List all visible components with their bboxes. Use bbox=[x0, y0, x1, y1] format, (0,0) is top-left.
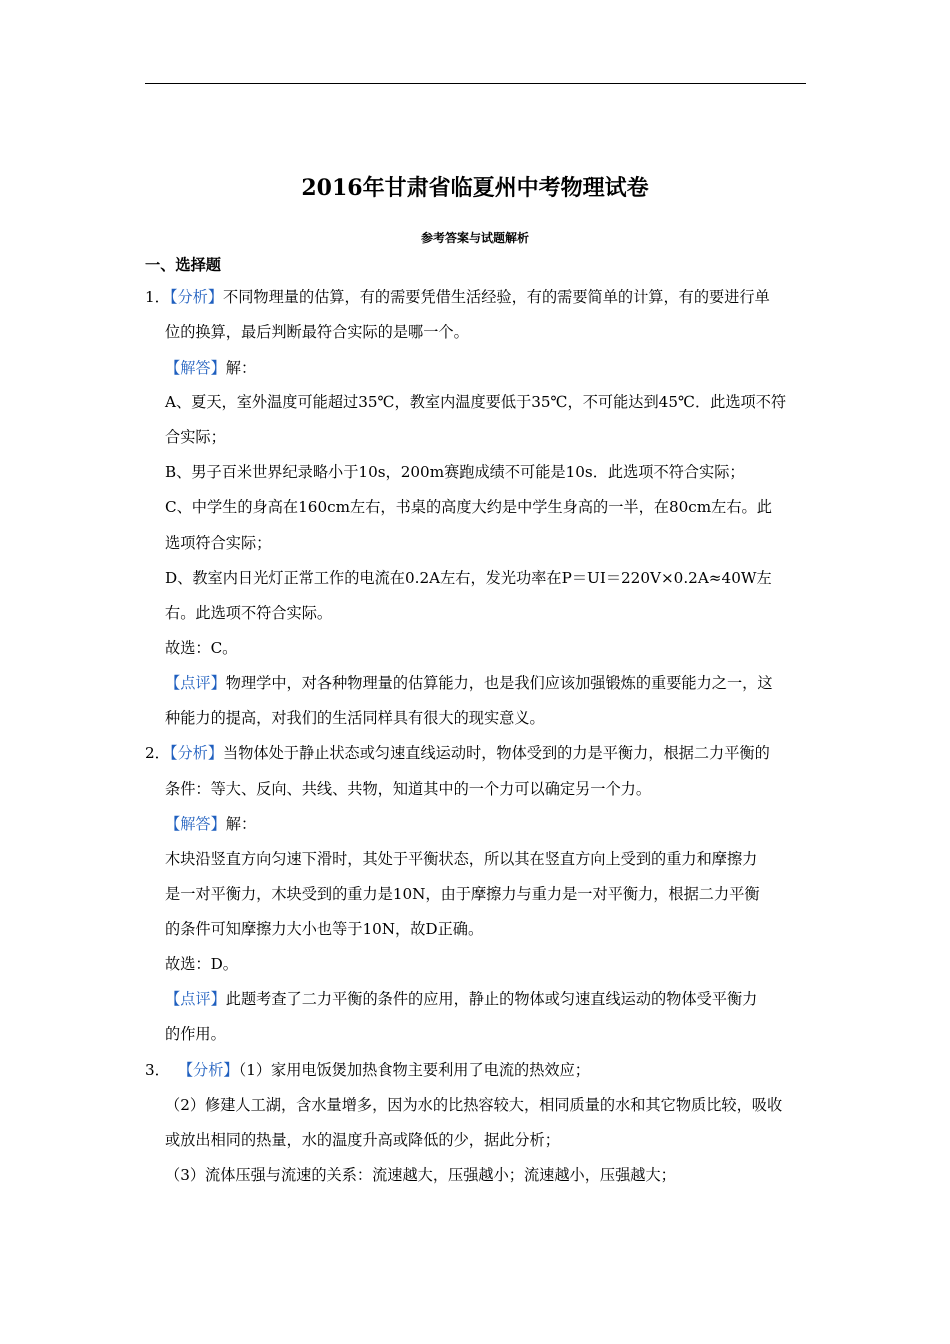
page-subtitle: 参考答案与试题解析 bbox=[420, 231, 529, 245]
q2-analysis-line-2: 条件：等大、反向、共线、共物，知道其中的一个力可以确定另一个力。 bbox=[165, 780, 651, 798]
q1-option-a-line: A、夏天，室外温度可能超过35℃，教室内温度要低于35℃，不可能达到45℃．此选项不符 bbox=[165, 393, 787, 411]
q2-solution-line-3: 的条件可知摩擦力大小也等于10N，故D正确。 bbox=[165, 920, 484, 938]
q1-option-c-line: C、中学生的身高在160cm左右，书桌的高度大约是中学生身高的一半，在80cm左右。此 bbox=[165, 498, 772, 516]
q1-option-d-line-2: 右。此选项不符合实际。 bbox=[165, 604, 333, 622]
q1-option-b-line: B、男子百米世界纪录略小于10s，200m赛跑成绩不可能是10s．此选项不符合实际； bbox=[165, 463, 745, 481]
q3-line-2: （2）修建人工湖，含水量增多，因为水的比热容较大，相同质量的水和其它物质比较，吸收 bbox=[165, 1096, 783, 1114]
section-heading: 一、选择题 bbox=[145, 256, 221, 274]
q1-review-line: 【点评】物理学中，对各种物理量的估算能力，也是我们应该加强锻炼的重要能力之一，这 bbox=[165, 674, 773, 692]
q2-review-line-2: 的作用。 bbox=[165, 1025, 226, 1043]
q2-analysis-line: 2．【分析】当物体处于静止状态或匀速直线运动时，物体受到的力是平衡力，根据二力平衡的 bbox=[145, 744, 770, 762]
q1-option-a-line-2: 合实际； bbox=[165, 428, 226, 446]
q3-line-3: 或放出相同的热量，水的温度升高或降低的少，据此分析； bbox=[165, 1131, 560, 1149]
q3-analysis-line: 3． 【分析】（1）家用电饭煲加热食物主要利用了电流的热效应； bbox=[145, 1061, 590, 1079]
q2-answer-line: 【解答】解： bbox=[165, 815, 257, 833]
q1-number: 1． bbox=[145, 288, 170, 306]
answer-tag: 【解答】 bbox=[165, 359, 226, 377]
analysis-tag: 【分析】 bbox=[169, 744, 224, 762]
q1-choice: 故选：C。 bbox=[165, 639, 238, 657]
analysis-tag: 【分析】 bbox=[177, 1061, 239, 1079]
q2-choice: 故选：D。 bbox=[165, 955, 238, 973]
q1-option-c-line-2: 选项符合实际； bbox=[165, 534, 272, 552]
q2-solution-line-2: 是一对平衡力，木块受到的重力是10N，由于摩擦力与重力是一对平衡力，根据二力平衡 bbox=[165, 885, 760, 903]
q2-number: 2． bbox=[145, 744, 170, 762]
analysis-tag: 【分析】 bbox=[169, 288, 224, 306]
q3-number: 3． bbox=[145, 1061, 170, 1079]
q1-analysis-line: 1．【分析】不同物理量的估算，有的需要凭借生活经验，有的需要简单的计算，有的要进行单 bbox=[145, 288, 770, 306]
q1-analysis-line-2: 位的换算，最后判断最符合实际的是哪一个。 bbox=[165, 323, 469, 341]
header-rule bbox=[145, 83, 806, 84]
q1-option-d-line: D、教室内日光灯正常工作的电流在0.2A左右，发光功率在P＝UI＝220V×0.2A≈40W左 bbox=[165, 569, 772, 587]
q1-review-line-2: 种能力的提高，对我们的生活同样具有很大的现实意义。 bbox=[165, 709, 545, 727]
q2-review-line: 【点评】此题考查了二力平衡的条件的应用，静止的物体或匀速直线运动的物体受平衡力 bbox=[165, 990, 758, 1008]
review-tag: 【点评】 bbox=[165, 674, 226, 692]
answer-tag: 【解答】 bbox=[165, 815, 226, 833]
q2-solution-line: 木块沿竖直方向匀速下滑时，其处于平衡状态，所以其在竖直方向上受到的重力和摩擦力 bbox=[165, 850, 758, 868]
review-tag: 【点评】 bbox=[165, 990, 226, 1008]
q1-answer-line: 【解答】解： bbox=[165, 359, 257, 377]
q3-line-4: （3）流体压强与流速的关系：流速越大，压强越小；流速越小，压强越大； bbox=[165, 1166, 676, 1184]
page-title: 2016年甘肃省临夏州中考物理试卷 bbox=[301, 175, 649, 201]
